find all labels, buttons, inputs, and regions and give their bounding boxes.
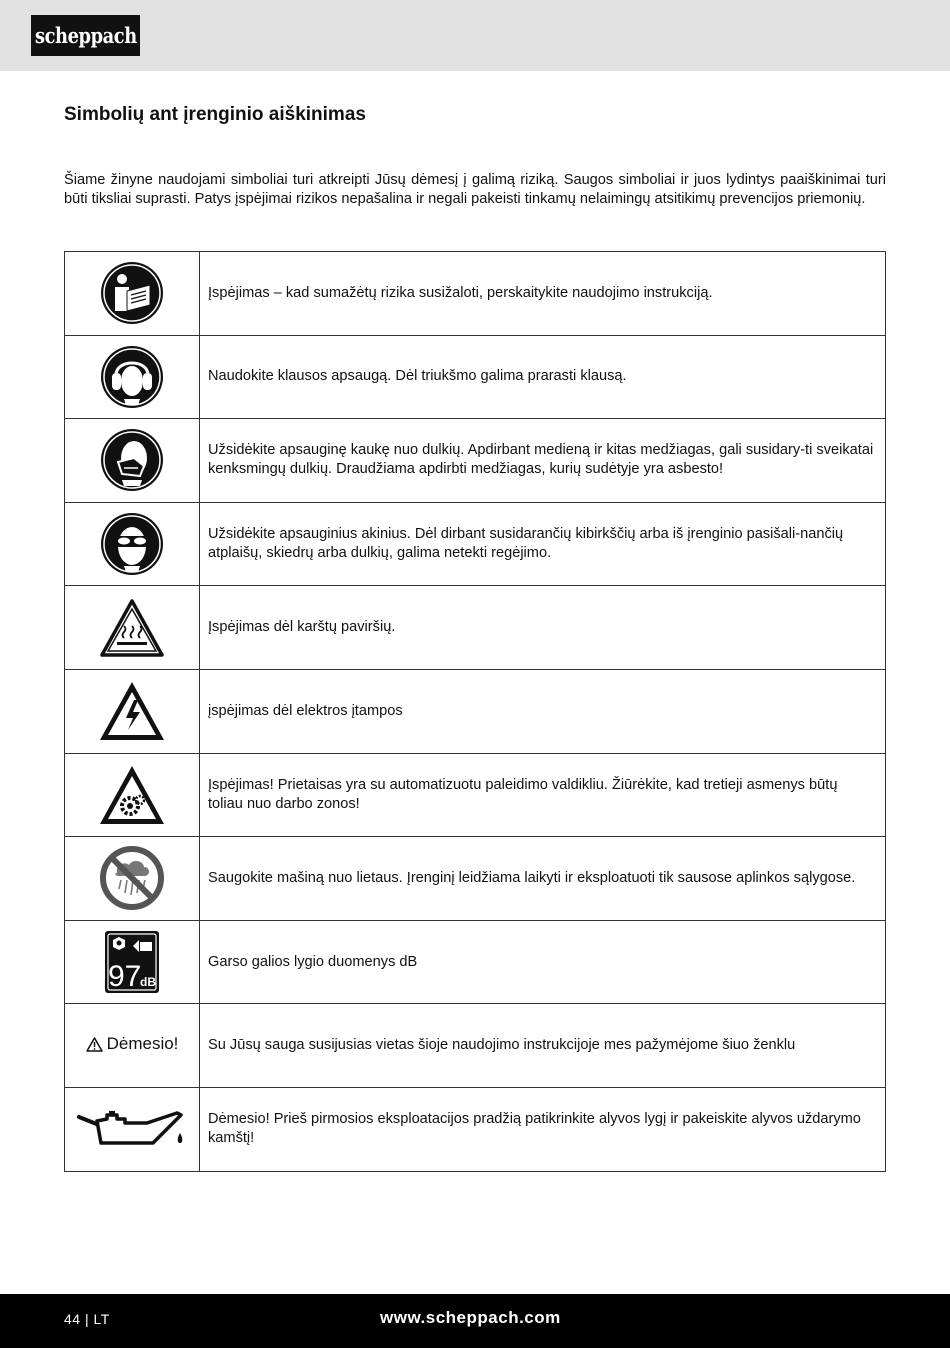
symbol-description: Dėmesio! Prieš pirmosios eksploatacijos pradžią patikrinkite alyvos lygį ir pakeiskite alyvos uždarymo kamštį! <box>200 1087 886 1171</box>
table-row <box>65 837 886 921</box>
symbol-description: Užsidėkite apsauginius akinius. Dėl dirbant susidarančių kibirkščių arba iš įrenginio pasišali-nančių atplaišų, skiedrų arba dulkių, galima netekti regėjimo. <box>200 502 886 586</box>
table-row <box>65 586 886 670</box>
symbols-table <box>64 251 886 1172</box>
footer-bar <box>0 1294 950 1348</box>
symbol-description: Su Jūsų sauga susijusias vietas šioje naudojimo instrukcijoje mes pažymėjome šiuo ženklu <box>200 1004 886 1088</box>
table-row <box>65 753 886 837</box>
table-row <box>65 1087 886 1171</box>
header-bar <box>0 0 950 71</box>
warning-triangle-icon <box>86 1037 103 1052</box>
symbol-description: Saugokite mašiną nuo lietaus. Įrenginį leidžiama laikyti ir eksploatuoti tik sausose aplinkos sąlygose. <box>200 837 886 921</box>
safety-goggles-icon <box>100 512 164 576</box>
dust-mask-icon <box>100 428 164 492</box>
website-link[interactable]: www.scheppach.com <box>380 1308 561 1327</box>
table-row <box>65 920 886 1004</box>
automatic-start-warning-icon <box>98 764 166 826</box>
symbol-description: Naudokite klausos apsaugą. Dėl triukšmo galima prarasti klausą. <box>200 335 886 419</box>
svg-text:97: 97 <box>108 960 142 994</box>
scheppach-logo: scheppach <box>31 15 140 56</box>
electric-voltage-warning-icon <box>98 680 166 742</box>
symbol-description: Įspėjimas! Prietaisas yra su automatizuotu paleidimo valdikliu. Žiūrėkite, kad tretieji asmenys būtų toliau nuo darbo zonos! <box>200 753 886 837</box>
ear-protection-icon <box>100 345 164 409</box>
symbol-description: Įspėjimas – kad sumažėtų rizika susižaloti, perskaitykite naudojimo instrukciją. <box>200 252 886 336</box>
table-row <box>65 502 886 586</box>
read-manual-icon <box>100 261 164 325</box>
table-row <box>65 419 886 503</box>
hot-surface-warning-icon <box>99 598 165 658</box>
symbol-description: įspėjimas dėl elektros įtampos <box>200 669 886 753</box>
table-row <box>65 1004 886 1088</box>
symbol-description: Garso galios lygio duomenys dB <box>200 920 886 1004</box>
table-row <box>65 335 886 419</box>
sound-power-level-icon <box>104 930 160 994</box>
table-row <box>65 669 886 753</box>
intro-paragraph: Šiame žinyne naudojami simboliai turi atkreipti Jūsų dėmesį į galimą riziką. Saugos simboliai ir juos lydintys paaiškinimai turi būti tiksliai suprasti. Patys įspėjimai rizikos nepašalina ir negali pakeisti tinkamų nelaimingų atsitikimų prevencijos priemonių. <box>64 172 886 207</box>
page-number: 44 | LT <box>64 1311 110 1327</box>
page-title: Simbolių ant įrenginio aiškinimas <box>64 104 366 125</box>
svg-text:dB: dB <box>140 975 156 990</box>
attention-label: Dėmesio! <box>86 1034 179 1054</box>
no-rain-icon <box>99 845 165 911</box>
table-row <box>65 252 886 336</box>
symbol-description: Užsidėkite apsauginę kaukę nuo dulkių. Apdirbant medieną ir kitas medžiagas, gali susidary-ti sveikatai kenksmingų dulkių. Draudžiama apdirbti medžiagas, kurių sudėtyje yra asbesto! <box>200 419 886 503</box>
symbol-description: Įspėjimas dėl karštų paviršių. <box>200 586 886 670</box>
oil-can-icon <box>77 1107 187 1151</box>
